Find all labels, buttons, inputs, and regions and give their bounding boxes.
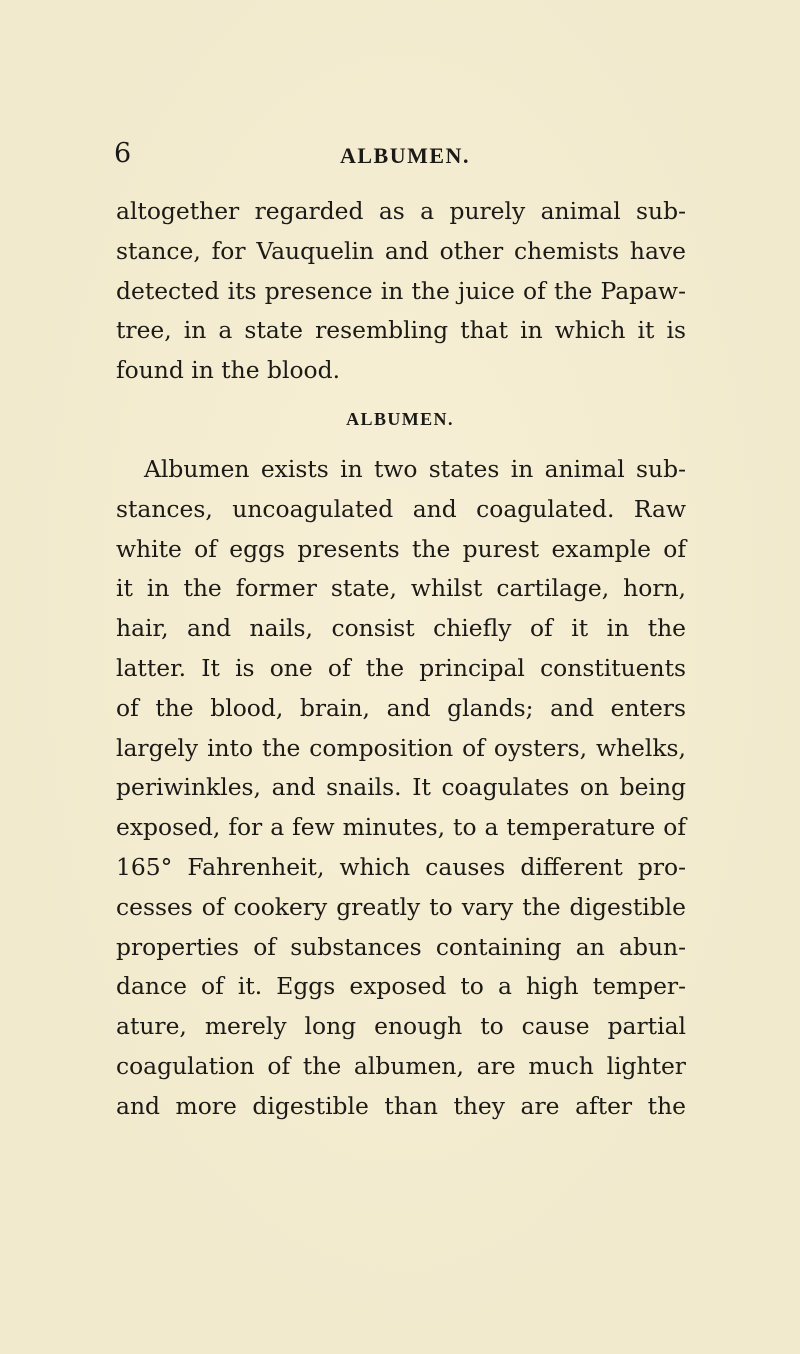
text-line: exposed, for a few minutes, to a temperature of: [116, 813, 686, 842]
text-line: white of eggs presents the purest example of: [116, 534, 686, 563]
text-line: latter. It is one of the principal constituents: [116, 653, 686, 682]
text-line: altogether regarded as a purely animal sub-: [116, 197, 686, 225]
page-number: 6: [114, 138, 132, 169]
text-line: coagulation of the albumen, are much lighter: [116, 1051, 686, 1080]
section-heading: ALBUMEN.: [346, 409, 454, 429]
text-line: tree, in a state resembling that in which it is: [116, 316, 686, 345]
running-head: [0, 136, 800, 176]
text-line: detected its presence in the juice of the Papaw-: [116, 276, 686, 305]
running-title: ALBUMEN.: [340, 143, 470, 168]
text-line: of the blood, brain, and glands; and enters: [116, 693, 686, 722]
text-line: ature, merely long enough to cause partial: [116, 1012, 686, 1041]
text-line: periwinkles, and snails. It coagulates on being: [116, 773, 686, 802]
text-line: dance of it. Eggs exposed to a high temper-: [116, 972, 686, 1001]
text-line: Albumen exists in two states in animal sub-: [144, 455, 686, 483]
text-line: found in the blood.: [116, 356, 341, 385]
text-line: stance, for Vauquelin and other chemists have: [116, 236, 686, 265]
text-line: properties of substances containing an abun-: [116, 932, 686, 961]
paragraph-albumen: [116, 450, 686, 1127]
text-line: largely into the composition of oysters, whelks,: [116, 733, 686, 762]
text-line: stances, uncoagulated and coagulated. Raw: [116, 494, 686, 523]
text-line: hair, and nails, consist chiefly of it in the: [116, 614, 686, 643]
text-line: 165° Fahrenheit, which causes different pro-: [116, 852, 686, 881]
paragraph-continued: [116, 192, 686, 391]
text-line: and more digestible than they are after the: [116, 1091, 686, 1120]
text-line: it in the former state, whilst cartilage, horn,: [116, 574, 686, 603]
text-line: cesses of cookery greatly to vary the digestible: [116, 892, 686, 921]
